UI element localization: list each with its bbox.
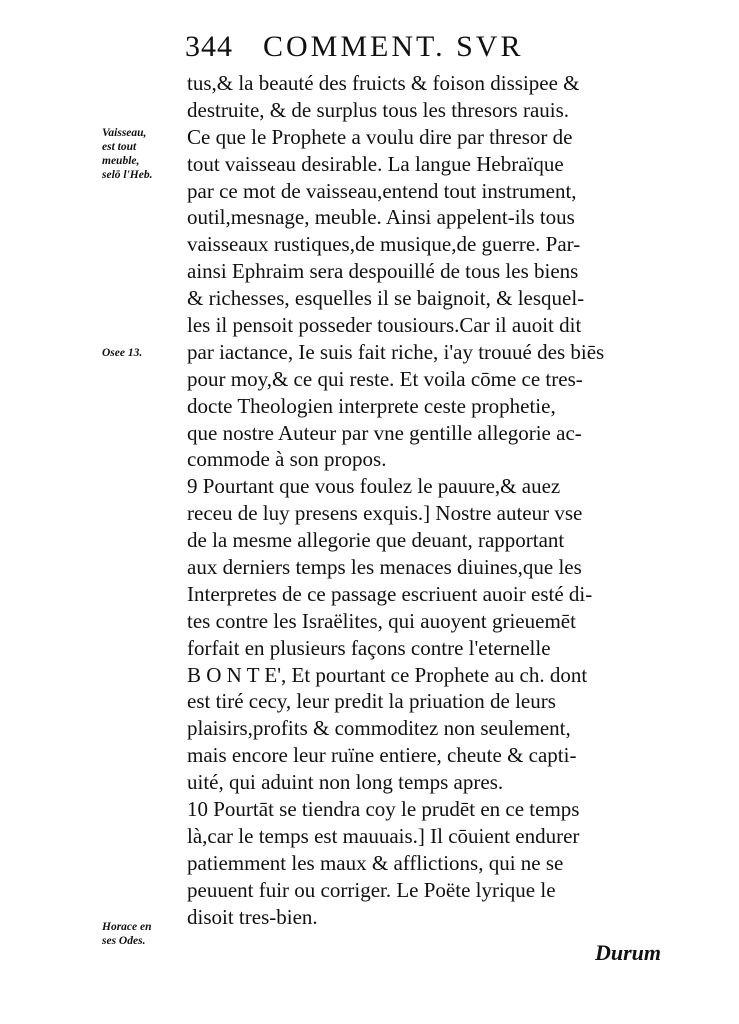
text-line: tes contre les Israëlites, qui auoyent grieuemēt — [187, 608, 576, 633]
text-line: les il pensoit posseder tousiours.Car il auoit dit — [187, 313, 582, 338]
catchword: Durum — [594, 940, 661, 965]
text-line: de la mesme allegorie que deuant, rapportant — [187, 528, 565, 553]
margin-note-vaisseau — [102, 126, 188, 182]
text-line: là,car le temps est mauuais.] Il cōuient endurer — [187, 823, 580, 848]
margin-note-line: meuble, — [102, 155, 140, 167]
text-line: est tiré cecy, leur predit la priuation de leurs — [187, 689, 556, 714]
running-header — [185, 30, 523, 64]
text-line: vaisseaux rustiques,de musique,de guerre. Par- — [187, 232, 581, 257]
text-line: B O N T E', Et pourtant ce Prophete au ch. dont — [187, 662, 588, 687]
text-line: peuuent fuir ou corriger. Le Poëte lyrique le — [187, 877, 556, 902]
text-line: tout vaisseau desirable. La langue Hebraïque — [187, 151, 564, 176]
text-line: destruite, & de surplus tous les thresors rauis. — [187, 97, 570, 122]
text-line: forfait en plusieurs façons contre l'eternelle — [187, 635, 551, 660]
text-line: 10 Pourtāt se tiendra coy le prudēt en ce temps — [187, 797, 580, 822]
text-line: uité, qui aduint non long temps apres. — [187, 770, 504, 795]
text-line: Ce que le Prophete a voulu dire par thresor de — [187, 124, 573, 149]
text-line: patiemment les maux & afflictions, qui ne se — [187, 850, 564, 875]
running-title: COMMENT. SVR — [263, 30, 524, 63]
text-line: & richesses, esquelles il se baignoit, & lesquel- — [187, 286, 585, 311]
page-number: 344 — [185, 30, 233, 63]
text-line: receu de luy presens exquis.] Nostre auteur vse — [187, 501, 583, 526]
body-text — [187, 70, 665, 931]
text-line: tus,& la beauté des fruicts & foison dissipee & — [187, 71, 580, 95]
text-line: docte Theologien interprete ceste prophetie, — [187, 393, 556, 418]
text-line: par iactance, Ie suis fait riche, i'ay trouué des biēs — [187, 339, 605, 364]
margin-note-line: ses Odes. — [102, 935, 146, 947]
margin-note-line: selō l'Heb. — [102, 169, 153, 181]
text-line: aux derniers temps les menaces diuines,que les — [187, 555, 582, 580]
text-line: plaisirs,profits & commoditez non seulement, — [187, 716, 571, 741]
margin-note-line: Osee 13. — [102, 347, 143, 359]
text-line: outil,mesnage, meuble. Ainsi appelent-ils tous — [187, 205, 575, 230]
margin-note-osee — [102, 346, 188, 360]
text-line: 9 Pourtant que vous foulez le pauure,& auez — [187, 474, 561, 499]
margin-note-line: est tout — [102, 141, 137, 153]
text-line: par ce mot de vaisseau,entend tout instrument, — [187, 178, 577, 203]
text-line: commode à son propos. — [187, 447, 387, 472]
text-line: pour moy,& ce qui reste. Et voila cōme ce tres- — [187, 366, 583, 391]
text-line: ainsi Ephraim sera despouillé de tous les biens — [187, 259, 579, 284]
margin-note-line: Horace en — [102, 921, 152, 933]
text-line: que nostre Auteur par vne gentille allegorie ac- — [187, 420, 582, 445]
margin-note-horace — [102, 920, 188, 948]
text-line: Interpretes de ce passage escriuent auoir esté di- — [187, 581, 593, 606]
text-line: disoit tres-bien. — [187, 904, 318, 929]
text-line: mais encore leur ruïne entiere, cheute & capti- — [187, 743, 577, 768]
margin-note-line: Vaisseau, — [102, 127, 147, 139]
